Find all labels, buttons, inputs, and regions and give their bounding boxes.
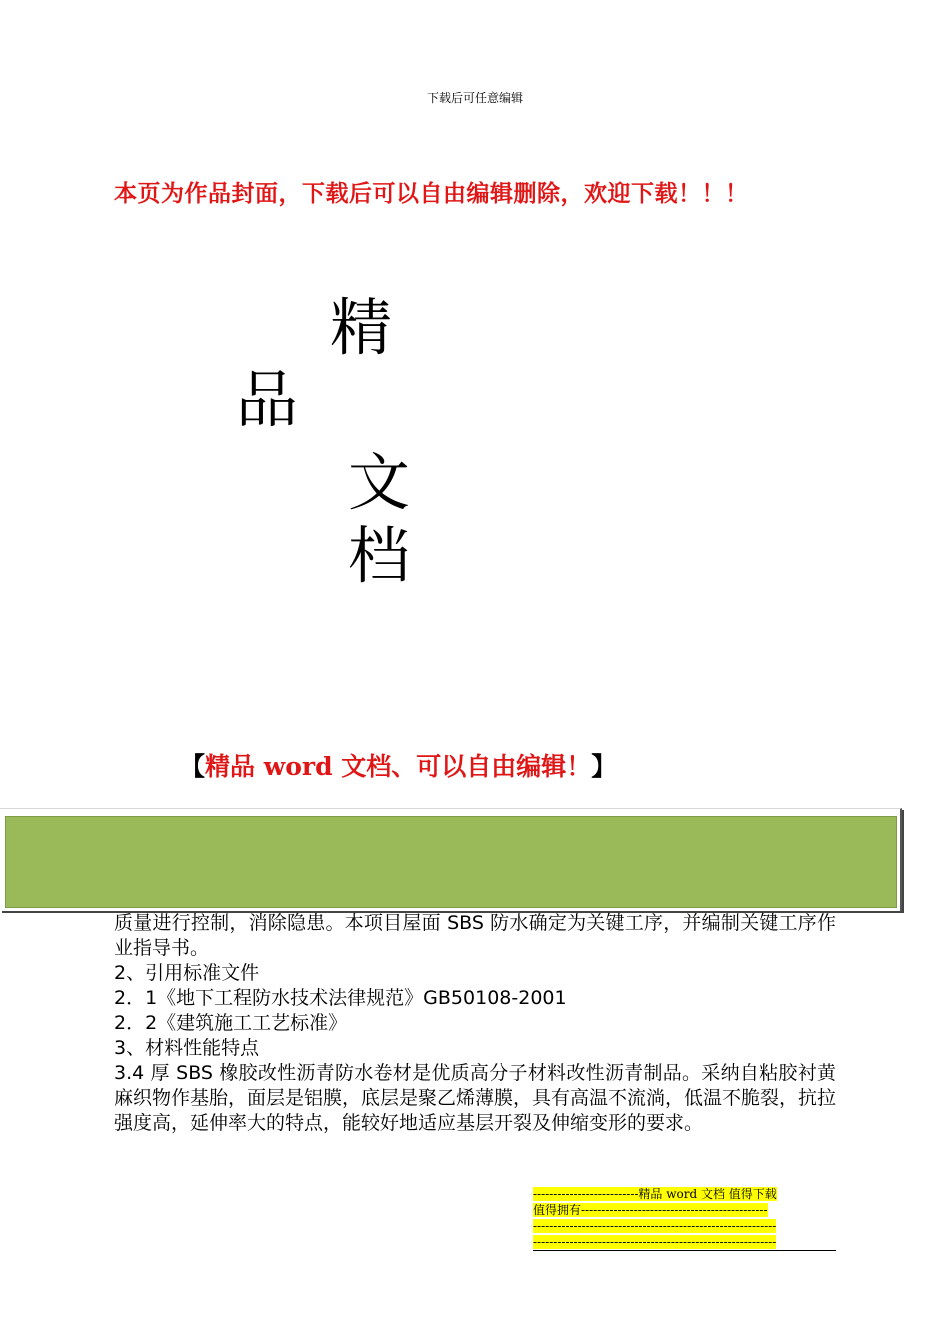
footer-line-4-text: ------------------------------------------------------------ [533, 1235, 777, 1249]
cover-title-char-3: 文 [348, 446, 411, 519]
footer-line-1-text: --------------------------精品 word 文档 值得下载 [533, 1187, 777, 1201]
cover-notice: 本页为作品封面，下载后可以自由编辑删除，欢迎下载！！！ [114, 180, 749, 207]
footer-line-2-text: 值得拥有---------------------------------------------- [533, 1203, 768, 1217]
footer-line-3-text: ------------------------------------------------------------ [533, 1219, 777, 1233]
footer-rule [533, 1250, 836, 1251]
body-line: 2．2《建筑施工工艺标准》 [114, 1012, 348, 1034]
footer-line-3 [533, 1218, 836, 1234]
section-heading: 2、引用标准文件 [114, 962, 260, 984]
cover-title-char-4: 档 [348, 519, 411, 592]
section-heading: 3、材料性能特点 [114, 1037, 260, 1059]
footer-line-2 [533, 1202, 836, 1218]
body-paragraph: 质量进行控制，消除隐患。本项目屋面 SBS 防水确定为关键工序，并编制关键工序作业指导书。 [114, 912, 836, 959]
body-text [114, 911, 836, 1136]
body-paragraph: 3.4 厚 SBS 橡胶改性沥青防水卷材是优质高分子材料改性沥青制品。采纳自粘胶衬黄麻织物作基胎，面层是铝膜，底层是聚乙烯薄膜，具有高温不流淌，低温不脆裂，抗拉强度高，延伸率大的特点，能较好地适应基层开裂及伸缩变形的要求。 [114, 1062, 837, 1134]
green-banner [5, 816, 897, 908]
cover-title-char-1: 精 [330, 291, 393, 364]
tagline-open-bracket: 【 [180, 752, 206, 781]
tagline-close-bracket: 】 [591, 752, 617, 781]
page-header-note: 下载后可任意编辑 [426, 91, 523, 105]
cover-title-char-2: 品 [236, 363, 299, 436]
footer-line-1 [533, 1186, 836, 1202]
footer-watermark [533, 1186, 836, 1250]
cover-tagline [180, 747, 616, 783]
footer-line-4 [533, 1234, 836, 1250]
body-line: 2．1《地下工程防水技术法律规范》GB50108-2001 [114, 987, 567, 1009]
tagline-text: 精品 word 文档、可以自由编辑！ [205, 752, 592, 781]
